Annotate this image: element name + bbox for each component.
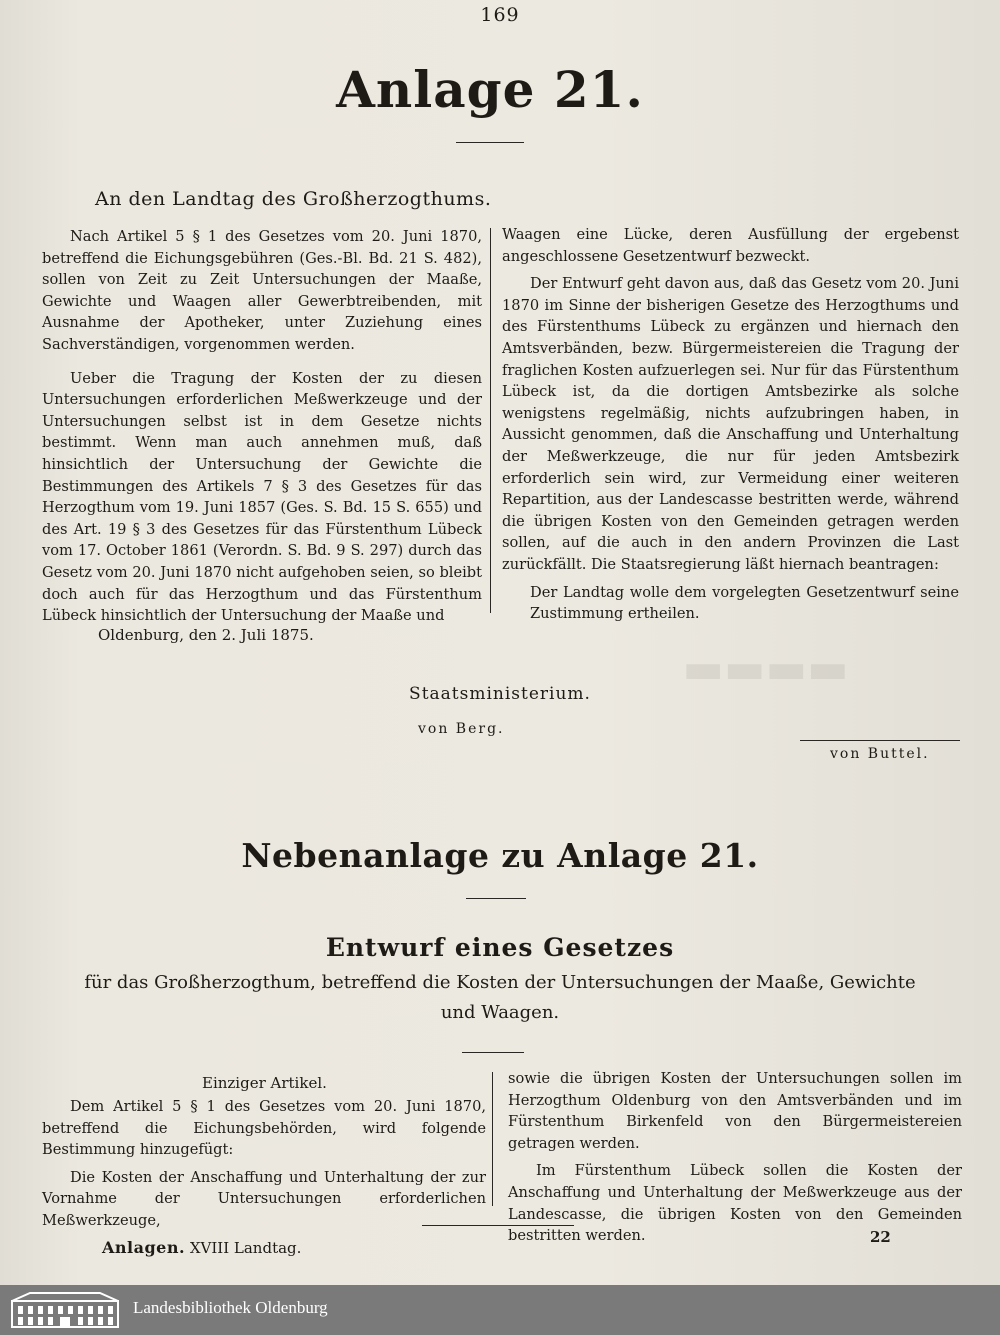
annex-column-divider — [492, 1072, 493, 1206]
signature-left: von Berg. — [418, 721, 505, 737]
library-name: Landesbibliothek Oldenburg — [133, 1298, 328, 1317]
bleed-through-mark: ▬▬▬▬ — [682, 645, 849, 692]
letter-right-column — [502, 224, 959, 631]
letter-paragraph: Ueber die Tragung der Kosten der zu diesen Untersuchungen erforderlichen Meßwerkzeuge und der Untersuchungen selbst ist in dem Gesetze nichts bestimmt. Wenn man auch annehmen muß, daß hinsichtlich der Untersuchung der Gewichte die Bestimmungen des Artikels 7 § 3 des Gesetzes für das Herzogthum vom 19. Juni 1857 (Ges. S. Bd. 15 S. 655) und des Art. 19 § 3 des Gesetzes für das Fürstenthum Lübeck vom 17. October 1861 (Verordn. S. Bd. 9 S. 297) durch das Gesetz vom 20. Juni 1870 nicht aufgehoben seien, so bleibt doch auch für das Herzogthum und das Fürstenthum Lübeck hinsichtlich der Untersuchung der Maaße und — [42, 369, 482, 625]
annex-paragraph: sowie die übrigen Kosten der Untersuchungen sollen im Herzogthum Oldenburg von den Amtsverbänden und im Fürstenthum Birkenfeld von den Bürgermeistereien getragen werden. — [508, 1070, 962, 1152]
letter-paragraph: Der Entwurf geht davon aus, daß das Gesetz vom 20. Juni 1870 im Sinne der bisherigen Gesetze des Herzogthums und des Fürstenthums Lübeck zu ergänzen und hiernach den Amtsverbänden, bezw. Bürgermeistereien die Tragung der fraglichen Kosten aufzuerlegen sei. Nur für das Fürstenthum Lübeck ist, da die dortigen Amtsbezirke als solche wenigstens regelmäßig, nichts aufzubringen haben, in Aussicht genommen, daß die Anschaffung und Unterhaltung der Meßwerkzeuge, die nur für jeden Amtsbezirk erforderlich sein wird, zur Vermeidung einer weiteren Repartition, aus der Landescasse bestritten werde, während die übrigen Kosten von den Gemeinden getragen werden sollen, auf die auch in den andern Provinzen die Last zurückfällt. Die Staatsregierung läßt hiernach beantragen: — [502, 275, 959, 573]
annex-left-column — [42, 1096, 486, 1238]
footer-label — [102, 1238, 301, 1257]
annex-right-column — [508, 1068, 962, 1253]
annex-divider — [466, 898, 526, 899]
annex-paragraph: Im Fürstenthum Lübeck sollen die Kosten der Anschaffung und Unterhaltung der Meßwerkzeuge aus der Landescasse, die übrigen Kosten von den Gemeinden bestritten werden. — [508, 1162, 962, 1245]
annex-paragraph: Dem Artikel 5 § 1 des Gesetzes vom 20. Juni 1870, betreffend die Eichungsbehörden, wird folgende Bestimmung hinzugefügt: — [42, 1098, 486, 1159]
column-divider — [490, 228, 491, 613]
letter-left-column — [42, 226, 482, 633]
footer-anlagen: Anlagen. — [102, 1238, 186, 1257]
draft-title: Entwurf eines Gesetzes — [325, 933, 675, 962]
article-heading: Einziger Artikel. — [202, 1074, 327, 1092]
annex-title: Nebenanlage zu Anlage 21. — [241, 836, 759, 875]
addressee-line: An den Landtag des Großherzogthums. — [95, 188, 492, 210]
sheet-number: 22 — [870, 1228, 891, 1246]
signature-right: von Buttel. — [830, 746, 930, 762]
page-title: Anlage 21. — [336, 60, 644, 119]
signature-line — [800, 740, 960, 741]
letter-paragraph: Nach Artikel 5 § 1 des Gesetzes vom 20. Juni 1870, betreffend die Eichungsgebühren (Ges.-Bl. Bd. 21 S. 482), sollen von Zeit zu Zeit Untersuchungen der Maaße, Gewichte und Waagen aller Gewerbtreibenden, mit Ausnahme der Apotheker, unter Zuziehung eines Sachverständigen, vorgenommen werden. — [42, 228, 482, 353]
draft-subtitle: für das Großherzogthum, betreffend die Kosten der Untersuchungen der Maaße, Gewichte und Waagen. — [84, 972, 916, 1023]
title-divider — [456, 142, 524, 143]
page-number: 169 — [480, 4, 520, 26]
footer-session: XVIII Landtag. — [189, 1239, 302, 1257]
annex-paragraph: Die Kosten der Anschaffung und Unterhaltung der zur Vornahme der Untersuchungen erforderlichen Meßwerkzeuge, — [42, 1168, 486, 1229]
letter-paragraph: Waagen eine Lücke, deren Ausfüllung der ergebenst angeschlossene Gesetzentwurf bezweckt. — [502, 226, 959, 265]
motion-quote: Der Landtag wolle dem vorgelegten Gesetzentwurf seine Zustimmung ertheilen. — [530, 583, 959, 623]
library-building-icon — [10, 1291, 120, 1329]
footer-divider — [422, 1225, 574, 1226]
ministry-signature: Staatsministerium. — [409, 684, 591, 704]
draft-divider — [462, 1052, 524, 1053]
date-line: Oldenburg, den 2. Juli 1875. — [98, 626, 314, 644]
